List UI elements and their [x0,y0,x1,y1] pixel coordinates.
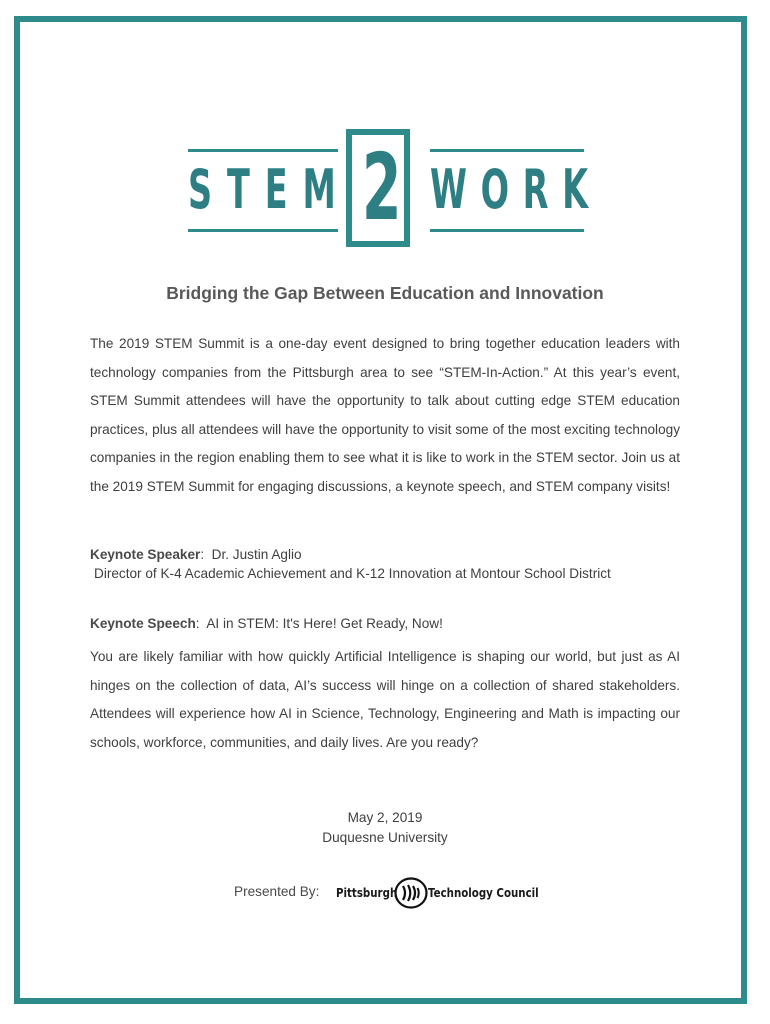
presented-by-label: Presented By: [234,884,320,899]
logo-rule [188,229,338,232]
event-venue: Duquesne University [322,829,448,845]
keynote-speaker-name: Dr. Justin Aglio [211,547,302,562]
logo-word-stem: STEM [188,158,351,221]
page-title: Bridging the Gap Between Education and Innovation [166,283,604,303]
stem2work-logo [186,128,602,250]
event-date: May 2, 2019 [347,810,423,825]
speech-description: You are likely familiar with how quickly Artificial Intelligence is shaping our world, but just as AI hinges on the collection of data, AI’s success will hinge on a collection of shared stakeholders. Attendees will experience how AI in Science, Technology, Engineering and Math is impacting our schools, workforce, communities, and daily lives. Are you ready? [90,649,680,750]
intro-paragraph: The 2019 STEM Summit is a one-day event designed to bring together education leaders with technology companies from the Pittsburgh area to see “STEM-In-Action.” At this year’s event, STEM Summit attendees will have the opportunity to talk about cutting edge STEM education practices, plus all attendees will have the opportunity to visit some of the most exciting technology companies in the region enabling them to see what it is like to work in the STEM sector. Join us at the 2019 STEM Summit for engaging discussions, a keynote speech, and STEM company visits! [90,336,680,494]
pittsburgh-technology-council-logo [336,877,540,909]
logo-word-work: WORK [430,158,602,221]
keynote-speaker-title: Director of K-4 Academic Achievement and K-12 Innovation at Montour School District [94,566,611,581]
logo-rule [188,149,338,152]
logo-number: 2 [361,134,402,241]
signal-waves-icon [394,877,428,909]
keynote-speech-title: AI in STEM: It's Here! Get Ready, Now! [206,616,443,631]
logo-rule [430,149,584,152]
keynote-speech: Keynote Speech: AI in STEM: It's Here! Get Ready, Now! [90,616,443,631]
keynote-speaker-label: Keynote Speaker [90,547,201,562]
keynote-speaker: Keynote Speaker: Dr. Justin Aglio Director of K-4 Academic Achievement and K-12 Innovation at Montour School District [90,547,611,581]
logo-rule [430,229,584,232]
ptc-logo-word-right: Technology Council [428,885,539,900]
event-details [0,808,770,847]
keynote-speech-label: Keynote Speech [90,616,196,631]
logo-number-box [346,129,410,247]
ptc-logo-word-left: Pittsburgh [336,885,398,900]
